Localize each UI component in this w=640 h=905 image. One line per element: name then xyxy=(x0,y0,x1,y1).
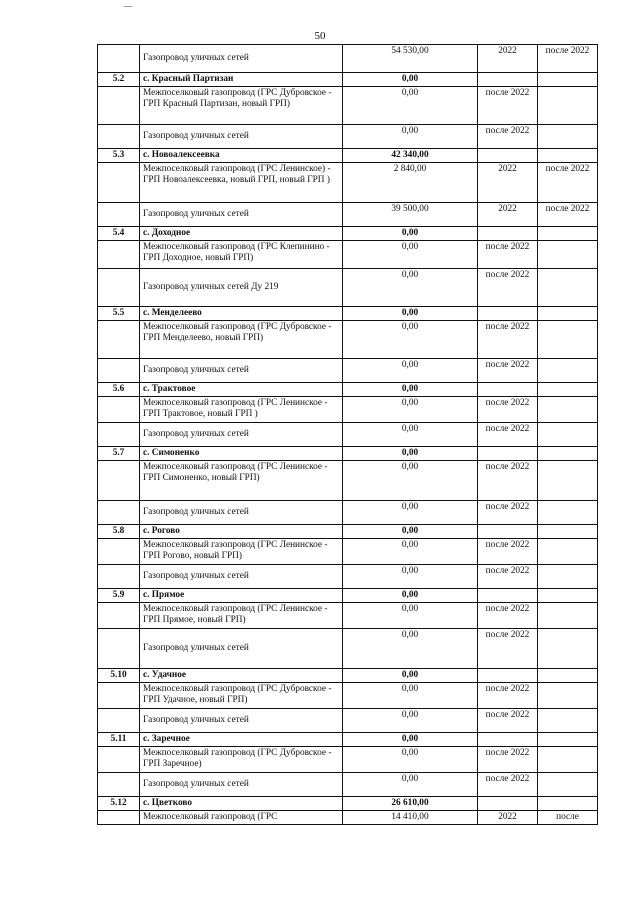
row-number-cell xyxy=(98,539,140,565)
table-row xyxy=(98,683,598,709)
cost-value-cell: 2 840,00 xyxy=(343,163,478,203)
object-name-cell: Газопровод уличных сетей xyxy=(140,773,343,797)
cost-value-cell: 0,00 xyxy=(343,683,478,709)
start-year-cell xyxy=(478,73,538,87)
end-year-cell xyxy=(538,397,598,423)
start-year-cell xyxy=(478,307,538,321)
row-number-cell xyxy=(98,359,140,383)
table-row xyxy=(98,359,598,383)
row-number-cell xyxy=(98,163,140,203)
start-year-cell xyxy=(478,149,538,163)
end-year-cell: после 2022 xyxy=(538,163,598,203)
table-row xyxy=(98,773,598,797)
object-name-cell: Газопровод уличных сетей xyxy=(140,501,343,525)
start-year-cell xyxy=(478,525,538,539)
cost-value-cell: 0,00 xyxy=(343,87,478,125)
start-year-cell: после 2022 xyxy=(478,539,538,565)
start-year-cell xyxy=(478,383,538,397)
start-year-cell: после 2022 xyxy=(478,87,538,125)
start-year-cell: после 2022 xyxy=(478,321,538,359)
row-number-cell: 5.2 xyxy=(98,73,140,87)
cost-value-cell: 0,00 xyxy=(343,73,478,87)
object-name-cell: Газопровод уличных сетей xyxy=(140,125,343,149)
cost-value-cell: 42 340,00 xyxy=(343,149,478,163)
end-year-cell xyxy=(538,359,598,383)
village-row xyxy=(98,669,598,683)
end-year-cell xyxy=(538,125,598,149)
end-year-cell xyxy=(538,589,598,603)
object-name-cell: Межпоселковый газопровод (ГРС Дубровское - ГРП Удачное, новый ГРП) xyxy=(140,683,343,709)
village-row xyxy=(98,73,598,87)
cost-value-cell: 0,00 xyxy=(343,321,478,359)
start-year-cell: после 2022 xyxy=(478,501,538,525)
row-number-cell: 5.8 xyxy=(98,525,140,539)
table-body xyxy=(98,45,598,825)
object-name-cell: Газопровод уличных сетей xyxy=(140,203,343,227)
cost-value-cell: 14 410,00 xyxy=(343,811,478,825)
end-year-cell xyxy=(538,307,598,321)
row-number-cell xyxy=(98,321,140,359)
row-number-cell xyxy=(98,461,140,501)
cost-value-cell: 26 610,00 xyxy=(343,797,478,811)
row-number-cell xyxy=(98,397,140,423)
row-number-cell xyxy=(98,423,140,447)
cost-value-cell: 0,00 xyxy=(343,733,478,747)
start-year-cell: после 2022 xyxy=(478,603,538,629)
village-row xyxy=(98,447,598,461)
object-name-cell: с. Прямое xyxy=(140,589,343,603)
cost-value-cell: 0,00 xyxy=(343,603,478,629)
row-number-cell xyxy=(98,125,140,149)
cost-value-cell: 0,00 xyxy=(343,423,478,447)
table-row xyxy=(98,397,598,423)
end-year-cell xyxy=(538,629,598,669)
row-number-cell: 5.9 xyxy=(98,589,140,603)
table-row xyxy=(98,539,598,565)
cost-value-cell: 0,00 xyxy=(343,307,478,321)
end-year-cell xyxy=(538,149,598,163)
end-year-cell xyxy=(538,383,598,397)
object-name-cell: с. Доходное xyxy=(140,227,343,241)
table-row xyxy=(98,709,598,733)
cost-value-cell: 0,00 xyxy=(343,397,478,423)
start-year-cell xyxy=(478,589,538,603)
object-name-cell: с. Удачное xyxy=(140,669,343,683)
end-year-cell: после xyxy=(538,811,598,825)
row-number-cell: 5.12 xyxy=(98,797,140,811)
table-row xyxy=(98,125,598,149)
end-year-cell xyxy=(538,797,598,811)
table-row xyxy=(98,603,598,629)
row-number-cell xyxy=(98,203,140,227)
object-name-cell: с. Рогово xyxy=(140,525,343,539)
row-number-cell xyxy=(98,773,140,797)
cost-value-cell: 39 500,00 xyxy=(343,203,478,227)
start-year-cell xyxy=(478,669,538,683)
cost-value-cell: 0,00 xyxy=(343,125,478,149)
start-year-cell xyxy=(478,733,538,747)
cost-value-cell: 0,00 xyxy=(343,589,478,603)
start-year-cell: после 2022 xyxy=(478,359,538,383)
object-name-cell: с. Заречное xyxy=(140,733,343,747)
object-name-cell: с. Цветково xyxy=(140,797,343,811)
village-row xyxy=(98,797,598,811)
row-number-cell xyxy=(98,501,140,525)
row-number-cell xyxy=(98,241,140,269)
end-year-cell xyxy=(538,447,598,461)
start-year-cell: 2022 xyxy=(478,163,538,203)
table-row xyxy=(98,461,598,501)
object-name-cell: Межпоселковый газопровод (ГРС Ленинское - ГРП Трактовое, новый ГРП ) xyxy=(140,397,343,423)
table-row xyxy=(98,423,598,447)
scan-mark xyxy=(124,6,132,7)
cost-value-cell: 0,00 xyxy=(343,241,478,269)
cost-value-cell: 0,00 xyxy=(343,747,478,773)
cost-value-cell: 0,00 xyxy=(343,359,478,383)
object-name-cell: с. Симоненко xyxy=(140,447,343,461)
end-year-cell xyxy=(538,73,598,87)
row-number-cell xyxy=(98,747,140,773)
village-row xyxy=(98,589,598,603)
row-number-cell xyxy=(98,565,140,589)
cost-value-cell: 0,00 xyxy=(343,227,478,241)
object-name-cell: с. Трактовое xyxy=(140,383,343,397)
start-year-cell xyxy=(478,227,538,241)
end-year-cell xyxy=(538,269,598,307)
start-year-cell: 2022 xyxy=(478,203,538,227)
end-year-cell: после 2022 xyxy=(538,203,598,227)
object-name-cell: Межпоселковый газопровод (ГРС xyxy=(140,811,343,825)
cost-value-cell: 0,00 xyxy=(343,629,478,669)
table-row xyxy=(98,203,598,227)
object-name-cell: Межпоселковый газопровод (ГРС Дубровское - ГРП Заречное) xyxy=(140,747,343,773)
end-year-cell xyxy=(538,87,598,125)
village-row xyxy=(98,149,598,163)
village-row xyxy=(98,383,598,397)
object-name-cell: с. Менделеево xyxy=(140,307,343,321)
end-year-cell xyxy=(538,565,598,589)
village-row xyxy=(98,733,598,747)
object-name-cell: Межпоселковый газопровод (ГРС Ленинское - ГРП Симоненко, новый ГРП) xyxy=(140,461,343,501)
object-name-cell: с. Новоалексеевка xyxy=(140,149,343,163)
cost-value-cell: 0,00 xyxy=(343,383,478,397)
object-name-cell: Газопровод уличных сетей xyxy=(140,423,343,447)
start-year-cell: после 2022 xyxy=(478,125,538,149)
cost-value-cell: 0,00 xyxy=(343,669,478,683)
cost-value-cell: 0,00 xyxy=(343,539,478,565)
table-row xyxy=(98,501,598,525)
cost-value-cell: 0,00 xyxy=(343,525,478,539)
cost-value-cell: 0,00 xyxy=(343,461,478,501)
start-year-cell: после 2022 xyxy=(478,773,538,797)
table-row xyxy=(98,629,598,669)
page-number: 50 xyxy=(314,30,326,42)
table-row xyxy=(98,747,598,773)
end-year-cell xyxy=(538,539,598,565)
village-row xyxy=(98,307,598,321)
end-year-cell xyxy=(538,733,598,747)
village-row xyxy=(98,227,598,241)
row-number-cell: 5.4 xyxy=(98,227,140,241)
table-row xyxy=(98,241,598,269)
start-year-cell xyxy=(478,797,538,811)
end-year-cell xyxy=(538,603,598,629)
start-year-cell: после 2022 xyxy=(478,683,538,709)
object-name-cell: Межпоселковый газопровод (ГРС Дубровское - ГРП Менделеево, новый ГРП) xyxy=(140,321,343,359)
end-year-cell xyxy=(538,227,598,241)
row-number-cell xyxy=(98,683,140,709)
row-number-cell xyxy=(98,709,140,733)
end-year-cell xyxy=(538,525,598,539)
object-name-cell: Межпоселковый газопровод (ГРС Ленинское - ГРП Прямое, новый ГРП) xyxy=(140,603,343,629)
row-number-cell: 5.7 xyxy=(98,447,140,461)
cost-value-cell: 0,00 xyxy=(343,269,478,307)
end-year-cell: после 2022 xyxy=(538,45,598,73)
start-year-cell: после 2022 xyxy=(478,241,538,269)
table-row xyxy=(98,87,598,125)
object-name-cell: Газопровод уличных сетей xyxy=(140,45,343,73)
object-name-cell: Межпоселковый газопровод (ГРС Клепинино - ГРП Доходное, новый ГРП) xyxy=(140,241,343,269)
object-name-cell: Газопровод уличных сетей xyxy=(140,565,343,589)
start-year-cell: 2022 xyxy=(478,811,538,825)
object-name-cell: Межпоселковый газопровод (ГРС Ленинское - ГРП Рогово, новый ГРП) xyxy=(140,539,343,565)
object-name-cell: Газопровод уличных сетей xyxy=(140,629,343,669)
end-year-cell xyxy=(538,241,598,269)
start-year-cell: 2022 xyxy=(478,45,538,73)
row-number-cell xyxy=(98,45,140,73)
start-year-cell: после 2022 xyxy=(478,269,538,307)
row-number-cell: 5.6 xyxy=(98,383,140,397)
row-number-cell xyxy=(98,629,140,669)
object-name-cell: с. Красный Партизан xyxy=(140,73,343,87)
table-row xyxy=(98,321,598,359)
start-year-cell: после 2022 xyxy=(478,461,538,501)
village-row xyxy=(98,525,598,539)
table-row xyxy=(98,163,598,203)
start-year-cell: после 2022 xyxy=(478,423,538,447)
row-number-cell xyxy=(98,603,140,629)
cost-value-cell: 0,00 xyxy=(343,447,478,461)
cost-value-cell: 0,00 xyxy=(343,501,478,525)
end-year-cell xyxy=(538,501,598,525)
gas-pipeline-table xyxy=(97,44,598,825)
end-year-cell xyxy=(538,709,598,733)
start-year-cell: после 2022 xyxy=(478,397,538,423)
start-year-cell: после 2022 xyxy=(478,709,538,733)
row-number-cell xyxy=(98,811,140,825)
end-year-cell xyxy=(538,461,598,501)
start-year-cell: после 2022 xyxy=(478,629,538,669)
table-row xyxy=(98,269,598,307)
object-name-cell: Газопровод уличных сетей Ду 219 xyxy=(140,269,343,307)
end-year-cell xyxy=(538,669,598,683)
row-number-cell: 5.11 xyxy=(98,733,140,747)
start-year-cell xyxy=(478,447,538,461)
table-row xyxy=(98,565,598,589)
end-year-cell xyxy=(538,773,598,797)
end-year-cell xyxy=(538,747,598,773)
object-name-cell: Межпоселковый газопровод (ГРС Ленинское) - ГРП Новоалексеевка, новый ГРП, новый ГРП ) xyxy=(140,163,343,203)
object-name-cell: Межпоселковый газопровод (ГРС Дубровское - ГРП Красный Партизан, новый ГРП) xyxy=(140,87,343,125)
end-year-cell xyxy=(538,423,598,447)
object-name-cell: Газопровод уличных сетей xyxy=(140,359,343,383)
cost-value-cell: 0,00 xyxy=(343,565,478,589)
cost-value-cell: 0,00 xyxy=(343,773,478,797)
row-number-cell: 5.10 xyxy=(98,669,140,683)
end-year-cell xyxy=(538,321,598,359)
row-number-cell xyxy=(98,269,140,307)
end-year-cell xyxy=(538,683,598,709)
object-name-cell: Газопровод уличных сетей xyxy=(140,709,343,733)
row-number-cell xyxy=(98,87,140,125)
start-year-cell: после 2022 xyxy=(478,565,538,589)
cost-value-cell: 0,00 xyxy=(343,709,478,733)
cost-value-cell: 54 530,00 xyxy=(343,45,478,73)
row-number-cell: 5.3 xyxy=(98,149,140,163)
table-row xyxy=(98,45,598,73)
start-year-cell: после 2022 xyxy=(478,747,538,773)
row-number-cell: 5.5 xyxy=(98,307,140,321)
table-row xyxy=(98,811,598,825)
